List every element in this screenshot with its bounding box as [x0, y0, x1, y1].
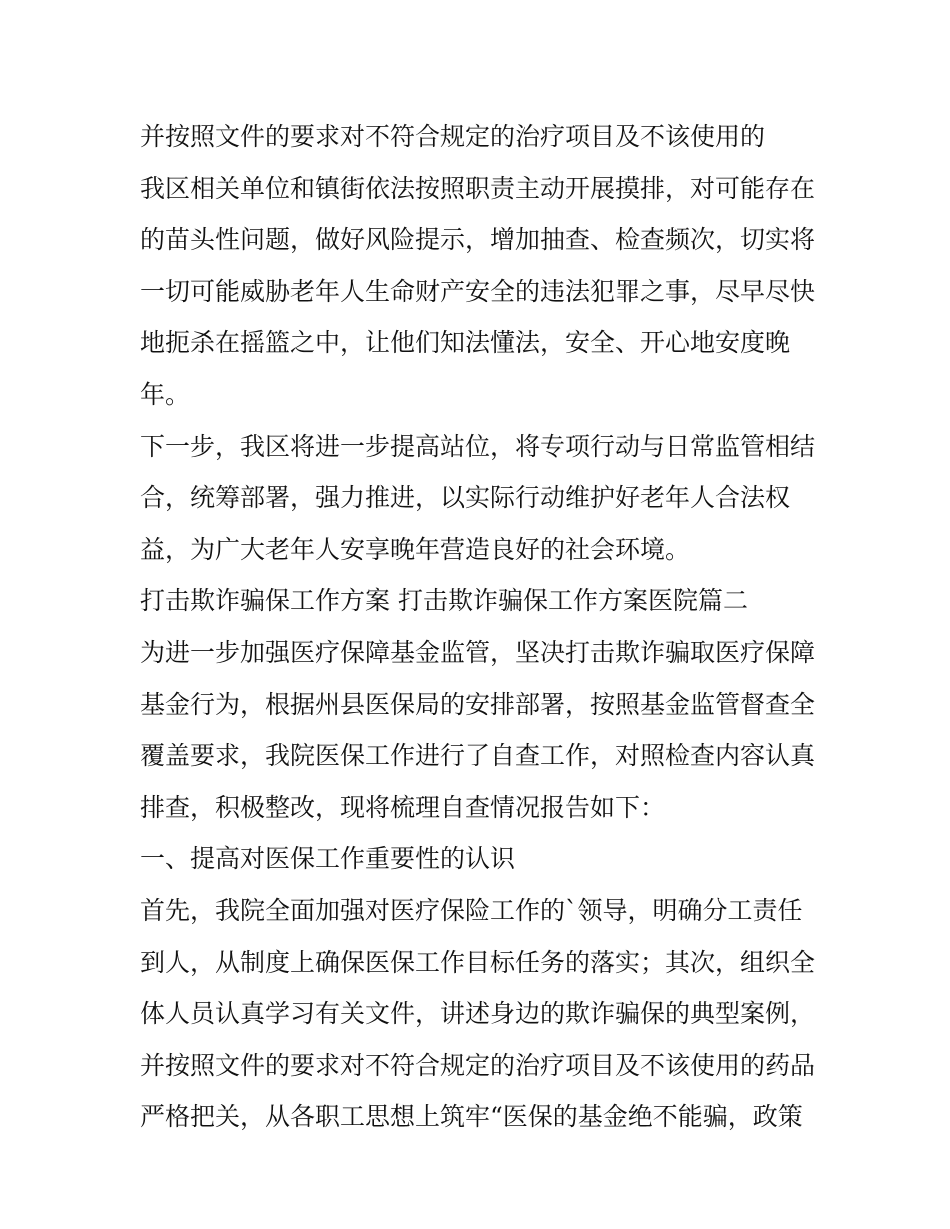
text-line: 基金行为，根据州县医保局的安排部署，按照基金监管督查全 [140, 689, 816, 719]
text-line: 首先，我院全面加强对医疗保险工作的`领导，明确分工责任 [140, 895, 803, 925]
text-line: 地扼杀在摇篮之中，让他们知法懂法，安全、开心地安度晚 [140, 328, 791, 358]
section-heading: 打击欺诈骗保工作方案 打击欺诈骗保工作方案医院篇二 [140, 586, 748, 616]
text-line: 体人员认真学习有关文件，讲述身边的欺诈骗保的典型案例， [140, 999, 816, 1029]
text-line: 下一步，我区将进一步提高站位，将专项行动与日常监管相结 [140, 431, 816, 461]
text-line: 一切可能威胁老年人生命财产安全的违法犯罪之事，尽早尽快 [140, 276, 816, 306]
text-line: 并按照文件的要求对不符合规定的治疗项目及不该使用的 [140, 122, 766, 151]
text-line: 并按照文件的要求对不符合规定的治疗项目及不该使用的药品 [140, 1050, 816, 1080]
text-line: 严格把关，从各职工思想上筑牢“医保的基金绝不能骗，政策 [140, 1102, 803, 1132]
text-line: 年。 [140, 379, 191, 409]
document-body [140, 111, 820, 1143]
text-line: 排查，积极整改，现将梳理自查情况报告如下： [140, 792, 666, 822]
text-line: 我区相关单位和镇街依法按照职责主动开展摸排，对可能存在 [140, 173, 816, 203]
text-line: 的苗头性问题，做好风险提示，增加抽查、检查频次，切实将 [140, 225, 816, 255]
text-line: 覆盖要求，我院医保工作进行了自查工作，对照检查内容认真 [140, 741, 816, 771]
text-line: 到人，从制度上确保医保工作目标任务的落实；其次，组织全 [140, 947, 816, 977]
text-line: 合，统筹部署，强力推进，以实际行动维护好老年人合法权 [140, 483, 791, 513]
text-line: 为进一步加强医疗保障基金监管，坚决打击欺诈骗取医疗保障 [140, 637, 816, 667]
text-line: 益，为广大老年人安享晚年营造良好的社会环境。 [140, 534, 691, 564]
section-heading: 一、提高对医保工作重要性的认识 [140, 844, 516, 874]
